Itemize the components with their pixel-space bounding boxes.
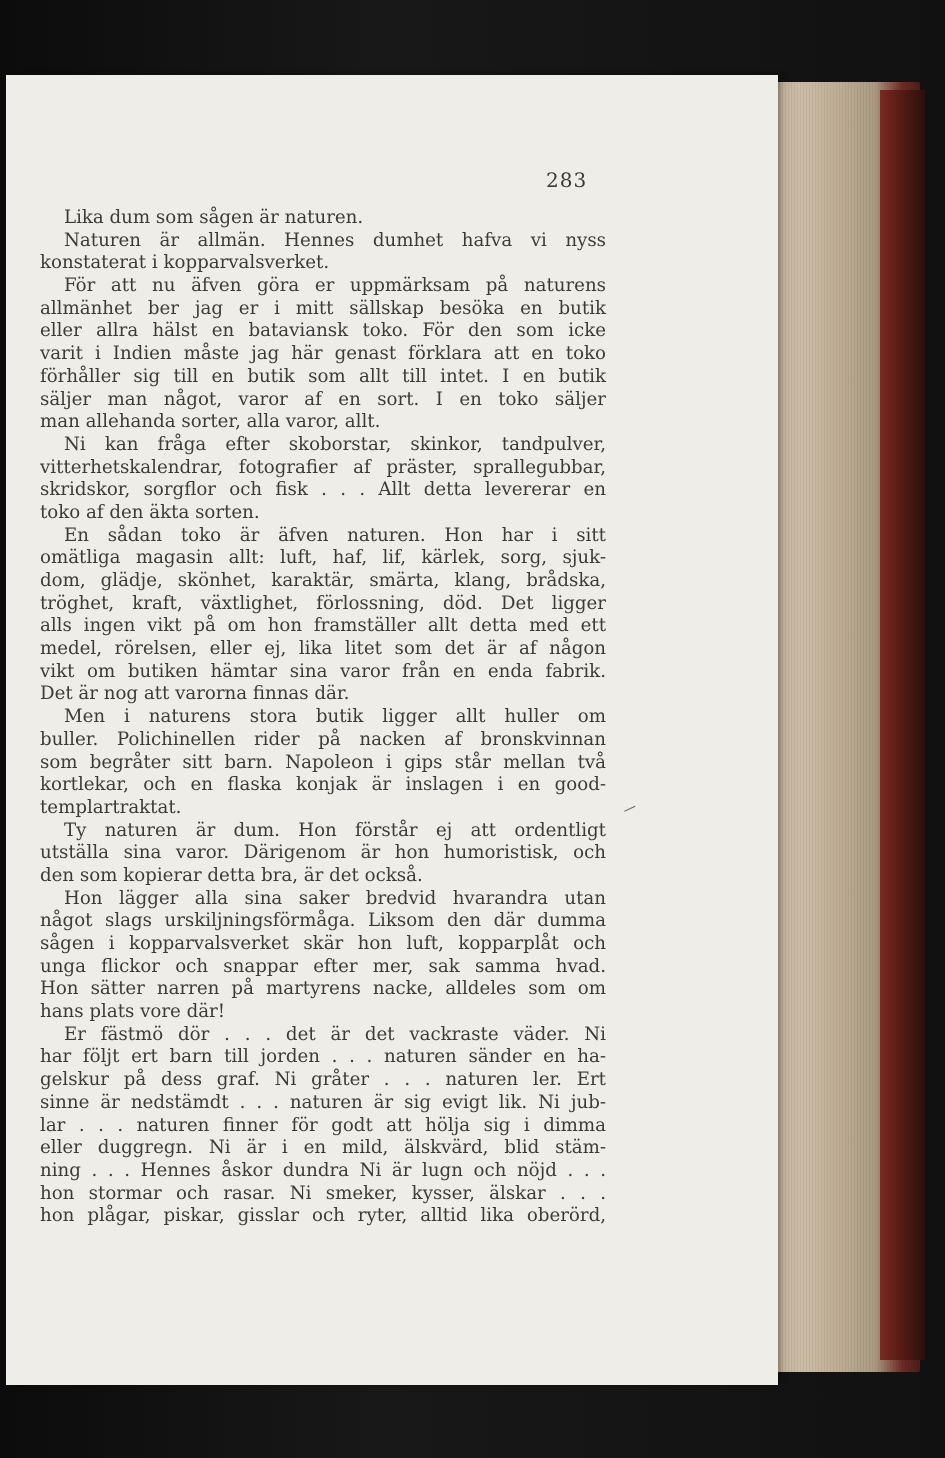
text-line: något slags urskiljningsförmåga. Liksom den där dumma bbox=[40, 910, 606, 932]
text-line: tröghet, kraft, växtlighet, förlossning, död. Det ligger bbox=[40, 592, 606, 614]
text-line: vitterhetskalendrar, fotografier af präster, sprallegubbar, bbox=[40, 456, 606, 478]
book-page bbox=[6, 75, 778, 1385]
text-line: templartraktat. bbox=[40, 796, 182, 818]
text-line: sågen i kopparvalsverket skär hon luft, kopparplåt och bbox=[40, 933, 606, 954]
text-line: omätliga magasin allt: luft, haf, lif, kärlek, sorg, sjuk- bbox=[40, 547, 606, 569]
text-line: den som kopierar detta bra, är det också. bbox=[40, 864, 423, 886]
text-line: Naturen är allmän. Hennes dumhet hafva vi nyss bbox=[64, 229, 606, 251]
text-line: allmänhet ber jag er i mitt sällskap besöka en butik bbox=[40, 297, 606, 319]
text-line: man allehanda sorter, alla varor, allt. bbox=[40, 411, 381, 433]
text-line: eller duggregn. Ni är i en mild, älskvärd, blid stäm- bbox=[40, 1137, 606, 1159]
text-line: hon stormar och rasar. Ni smeker, kysser, älskar . . . bbox=[40, 1182, 606, 1204]
text-line: Hon sätter narren på martyrens nacke, alldeles som om bbox=[40, 978, 606, 1000]
text-line: Lika dum som sågen är naturen. bbox=[64, 207, 364, 228]
text-line: sinne är nedstämdt . . . naturen är sig evigt lik. Ni jub- bbox=[40, 1091, 606, 1113]
text-line: Hon lägger alla sina saker bredvid hvarandra utan bbox=[64, 887, 606, 909]
text-line: Ni kan fråga efter skoborstar, skinkor, tandpulver, bbox=[64, 433, 606, 455]
text-line: kortlekar, och en flaska konjak är inslagen i en good- bbox=[40, 774, 606, 796]
text-line: Men i naturens stora butik ligger allt huller om bbox=[64, 706, 606, 728]
text-line: lar . . . naturen finner för godt att hölja sig i dimma bbox=[40, 1114, 606, 1136]
text-line: ning . . . Hennes åskor dundra Ni är lugn och nöjd . . . bbox=[40, 1159, 606, 1181]
text-line: skridskor, sorgflor och fisk . . . Allt detta levererar en bbox=[40, 479, 606, 501]
text-line: Er fästmö dör . . . det är det vackraste väder. Ni bbox=[64, 1023, 606, 1045]
text-line: hon plågar, piskar, gisslar och ryter, alltid lika oberörd, bbox=[40, 1205, 606, 1227]
text-line: medel, rörelsen, eller ej, lika litet som det är af någon bbox=[40, 638, 606, 660]
text-line: säljer man något, varor af en sort. I en toko säljer bbox=[40, 388, 606, 410]
text-line: har följt ert barn till jorden . . . naturen sänder en ha- bbox=[40, 1046, 606, 1068]
body-text bbox=[40, 207, 606, 1228]
text-line: varit i Indien måste jag här genast förklara att en toko bbox=[40, 343, 606, 365]
text-line: eller allra hälst en bataviansk toko. För den som icke bbox=[40, 320, 606, 342]
text-line: gelskur på dess graf. Ni gråter . . . naturen ler. Ert bbox=[40, 1069, 606, 1091]
text-line: buller. Polichinellen rider på nacken af bronskvinnan bbox=[40, 728, 606, 750]
text-line: utställa sina varor. Därigenom är hon humoristisk, och bbox=[40, 842, 606, 864]
text-line: Det är nog att varorna finnas där. bbox=[40, 683, 350, 705]
text-line: toko af den äkta sorten. bbox=[40, 501, 260, 523]
page-number: 283 bbox=[546, 168, 588, 192]
text-line: förhåller sig till en butik som allt till intet. I en butik bbox=[40, 365, 606, 387]
text-line: vikt om butiken hämtar sina varor från en enda fabrik. bbox=[40, 660, 606, 682]
text-line: som begråter sitt barn. Napoleon i gips står mellan två bbox=[40, 751, 606, 773]
book-spine bbox=[880, 90, 925, 1360]
text-line: En sådan toko är äfven naturen. Hon har i sitt bbox=[64, 524, 606, 546]
text-line: unga flickor och snappar efter mer, sak samma hvad. bbox=[40, 955, 606, 977]
text-line: konstaterat i kopparvalsverket. bbox=[40, 252, 330, 274]
text-line: dom, glädje, skönhet, karaktär, smärta, klang, brådska, bbox=[40, 570, 606, 591]
text-line: hans plats vore där! bbox=[40, 1001, 226, 1023]
text-line: För att nu äfven göra er uppmärksam på naturens bbox=[64, 275, 606, 297]
text-line: alls ingen vikt på om hon framställer allt detta med ett bbox=[40, 615, 606, 637]
text-line: Ty naturen är dum. Hon förstår ej att ordentligt bbox=[64, 819, 606, 841]
